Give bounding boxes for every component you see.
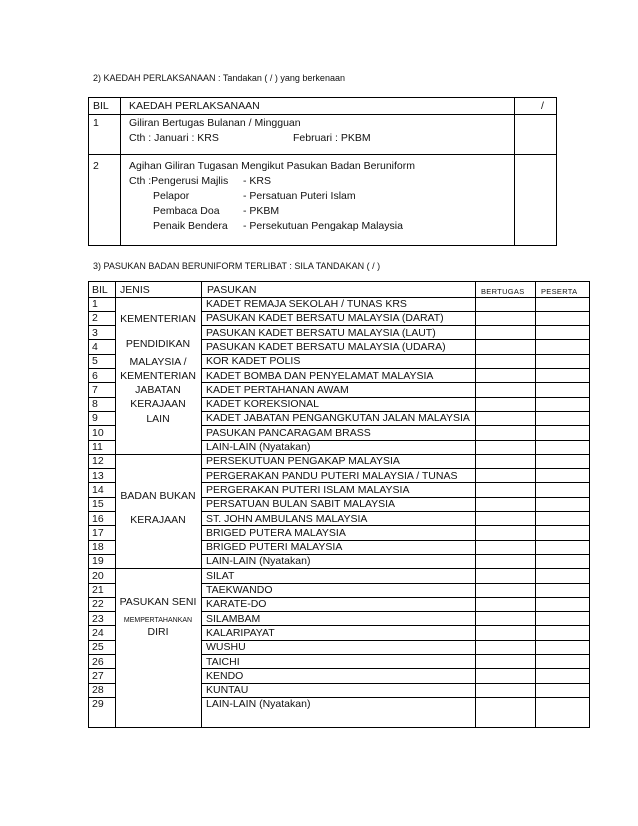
- peserta-cell[interactable]: [536, 298, 588, 311]
- peserta-cell[interactable]: [536, 398, 588, 411]
- role-value: - KRS: [243, 175, 272, 187]
- bertugas-cell[interactable]: [476, 455, 534, 468]
- row-pasukan: PASUKAN PANCARAGAM BRASS: [206, 426, 371, 439]
- row-bil: 27: [92, 669, 104, 682]
- header-kaedah: KAEDAH PERLAKSANAAN: [129, 100, 260, 112]
- row-pasukan: LAIN-LAIN (Nyatakan): [206, 698, 311, 711]
- bertugas-cell[interactable]: [476, 669, 534, 682]
- peserta-cell[interactable]: [536, 641, 588, 654]
- peserta-cell[interactable]: [536, 598, 588, 611]
- bertugas-cell[interactable]: [476, 340, 534, 353]
- row-bil: 24: [92, 626, 104, 639]
- row-pasukan: KALARIPAYAT: [206, 626, 275, 639]
- bertugas-cell[interactable]: [476, 441, 534, 454]
- bertugas-cell[interactable]: [476, 612, 534, 625]
- row-example: Cth : Januari : KRS: [129, 132, 219, 144]
- row-pasukan: SILAMBAM: [206, 612, 261, 625]
- row-pasukan: WUSHU: [206, 641, 246, 654]
- header-bertugas: BERTUGAS: [481, 287, 525, 296]
- peserta-cell[interactable]: [536, 355, 588, 368]
- bertugas-cell[interactable]: [476, 555, 534, 568]
- peserta-cell[interactable]: [536, 498, 588, 511]
- row-pasukan: PERSEKUTUAN PENGAKAP MALAYSIA: [206, 455, 400, 468]
- peserta-cell[interactable]: [536, 369, 588, 382]
- uniform-units-table: [88, 281, 590, 728]
- peserta-cell[interactable]: [536, 669, 588, 682]
- bertugas-cell[interactable]: [476, 312, 534, 325]
- row-bil: 4: [92, 340, 98, 353]
- header-tick: /: [541, 100, 544, 112]
- row-pasukan: KUNTAU: [206, 684, 249, 697]
- bertugas-cell[interactable]: [476, 698, 534, 711]
- row-bil: 21: [92, 584, 104, 596]
- bertugas-cell[interactable]: [476, 383, 534, 396]
- row-pasukan: KADET BOMBA DAN PENYELAMAT MALAYSIA: [206, 369, 434, 382]
- row-bil: 17: [92, 526, 104, 539]
- bertugas-cell[interactable]: [476, 483, 534, 496]
- header-peserta: PESERTA: [541, 287, 578, 296]
- row-example: Februari : PKBM: [293, 132, 371, 144]
- row-bil: 19: [92, 555, 104, 568]
- row-bil: 28: [92, 684, 104, 697]
- row-pasukan: KENDO: [206, 669, 244, 682]
- row-pasukan: KARATE-DO: [206, 598, 267, 611]
- row-bil: 29: [92, 698, 104, 711]
- bertugas-cell[interactable]: [476, 355, 534, 368]
- row-bil: 13: [92, 469, 104, 482]
- role-label: Penaik Bendera: [153, 220, 228, 232]
- row-bil: 5: [92, 355, 98, 368]
- peserta-cell[interactable]: [536, 469, 588, 482]
- role-value: - Persekutuan Pengakap Malaysia: [243, 220, 403, 232]
- bertugas-cell[interactable]: [476, 641, 534, 654]
- bertugas-cell[interactable]: [476, 584, 534, 597]
- row-pasukan: TAICHI: [206, 655, 240, 668]
- row-pasukan: PASUKAN KADET BERSATU MALAYSIA (UDARA): [206, 340, 446, 353]
- role-label: Pembaca Doa: [153, 205, 220, 217]
- bertugas-cell[interactable]: [476, 626, 534, 639]
- peserta-cell[interactable]: [536, 541, 588, 554]
- row-bil: 15: [92, 498, 104, 511]
- row-bil: 23: [92, 612, 104, 625]
- row-bil: 18: [92, 541, 104, 554]
- group-label-kementerian: KEMENTERIAN PENDIDIKAN MALAYSIA / KEMENTERIAN JABATAN KERAJAAN LAIN: [120, 313, 196, 425]
- row-line: Agihan Giliran Tugasan Mengikut Pasukan Badan Beruniform: [129, 160, 416, 172]
- row-bil: 2: [92, 312, 98, 325]
- row-pasukan: LAIN-LAIN (Nyatakan): [206, 555, 311, 568]
- row-bil: 9: [92, 412, 98, 425]
- section3-heading: 3) PASUKAN BADAN BERUNIFORM TERLIBAT : SILA TANDAKAN ( / ): [93, 261, 381, 271]
- row-bil: 14: [92, 483, 104, 496]
- peserta-cell[interactable]: [536, 340, 588, 353]
- row-pasukan: PERSATUAN BULAN SABIT MALAYSIA: [206, 498, 396, 511]
- row-pasukan: PASUKAN KADET BERSATU MALAYSIA (LAUT): [206, 326, 436, 339]
- row-bil: 1: [92, 298, 98, 310]
- peserta-cell[interactable]: [536, 483, 588, 496]
- bertugas-cell[interactable]: [476, 398, 534, 411]
- row-bil: 10: [92, 426, 104, 439]
- bertugas-cell[interactable]: [476, 426, 534, 439]
- peserta-cell[interactable]: [536, 698, 588, 711]
- peserta-cell[interactable]: [536, 426, 588, 439]
- header-bil: BIL: [93, 100, 109, 112]
- row-pasukan: ST. JOHN AMBULANS MALAYSIA: [206, 512, 368, 525]
- peserta-cell[interactable]: [536, 326, 588, 339]
- row-bil: 20: [92, 569, 104, 582]
- bertugas-cell[interactable]: [476, 526, 534, 539]
- role-value: - PKBM: [243, 205, 280, 217]
- row-pasukan: KADET JABATAN PENGANGKUTAN JALAN MALAYSIA: [206, 412, 470, 425]
- bertugas-cell[interactable]: [476, 469, 534, 482]
- row-pasukan: LAIN-LAIN (Nyatakan): [206, 441, 311, 453]
- peserta-cell[interactable]: [536, 312, 588, 325]
- row-pasukan: SILAT: [206, 569, 235, 582]
- bertugas-cell[interactable]: [476, 569, 534, 582]
- bertugas-cell[interactable]: [476, 326, 534, 339]
- method-table: [88, 97, 557, 246]
- peserta-cell[interactable]: [536, 455, 588, 468]
- bertugas-cell[interactable]: [476, 498, 534, 511]
- peserta-cell[interactable]: [536, 655, 588, 668]
- role-label: Cth :Pengerusi Majlis: [129, 175, 229, 187]
- bertugas-cell[interactable]: [476, 298, 534, 311]
- row-bil: 6: [92, 369, 98, 382]
- row-bil: 22: [92, 598, 104, 611]
- peserta-cell[interactable]: [536, 612, 588, 625]
- peserta-cell[interactable]: [536, 584, 588, 597]
- row-bil: 3: [92, 326, 98, 339]
- row-pasukan: PERGERAKAN PANDU PUTERI MALAYSIA / TUNAS: [206, 469, 458, 482]
- header-bil: BIL: [92, 284, 108, 296]
- role-label: Pelapor: [153, 190, 190, 202]
- bertugas-cell[interactable]: [476, 369, 534, 382]
- peserta-cell[interactable]: [536, 626, 588, 639]
- row-bil: 2: [93, 160, 99, 172]
- row-pasukan: TAEKWANDO: [206, 584, 273, 596]
- row-bil: 16: [92, 512, 104, 525]
- row-bil: 26: [92, 655, 104, 668]
- row-pasukan: KOR KADET POLIS: [206, 355, 301, 368]
- row-pasukan: BRIGED PUTERI MALAYSIA: [206, 541, 343, 554]
- peserta-cell[interactable]: [536, 412, 588, 425]
- peserta-cell[interactable]: [536, 383, 588, 396]
- row-pasukan: KADET REMAJA SEKOLAH / TUNAS KRS: [206, 298, 407, 310]
- row-bil: 11: [92, 441, 103, 453]
- peserta-cell[interactable]: [536, 526, 588, 539]
- peserta-cell[interactable]: [536, 569, 588, 582]
- row-pasukan: KADET PERTAHANAN AWAM: [206, 383, 349, 396]
- row-bil: 1: [93, 117, 99, 129]
- row-bil: 7: [92, 383, 98, 396]
- role-value: - Persatuan Puteri Islam: [243, 190, 356, 202]
- bertugas-cell[interactable]: [476, 684, 534, 697]
- bertugas-cell[interactable]: [476, 412, 534, 425]
- row-pasukan: PASUKAN KADET BERSATU MALAYSIA (DARAT): [206, 312, 444, 325]
- header-pasukan: PASUKAN: [207, 284, 257, 296]
- group-label-seni-mempertahankan-diri: PASUKAN SENI MEMPERTAHANKAN DIRI: [119, 596, 197, 638]
- bertugas-cell[interactable]: [476, 541, 534, 554]
- header-jenis: JENIS: [120, 284, 150, 296]
- row-pasukan: KADET KOREKSIONAL: [206, 398, 320, 411]
- bertugas-cell[interactable]: [476, 598, 534, 611]
- row-pasukan: PERGERAKAN PUTERI ISLAM MALAYSIA: [206, 483, 410, 496]
- peserta-cell[interactable]: [536, 441, 588, 454]
- bertugas-cell[interactable]: [476, 512, 534, 525]
- peserta-cell[interactable]: [536, 684, 588, 697]
- row-line: Giliran Bertugas Bulanan / Mingguan: [129, 117, 301, 129]
- group-label-badan-bukan-kerajaan: BADAN BUKAN KERAJAAN: [120, 490, 196, 527]
- row-pasukan: BRIGED PUTERA MALAYSIA: [206, 526, 346, 539]
- peserta-cell[interactable]: [536, 555, 588, 568]
- section2-heading: 2) KAEDAH PERLAKSANAAN : Tandakan ( / ) yang berkenaan: [93, 73, 345, 83]
- row-bil: 25: [92, 641, 104, 654]
- peserta-cell[interactable]: [536, 512, 588, 525]
- row-bil: 8: [92, 398, 98, 411]
- bertugas-cell[interactable]: [476, 655, 534, 668]
- row-bil: 12: [92, 455, 104, 468]
